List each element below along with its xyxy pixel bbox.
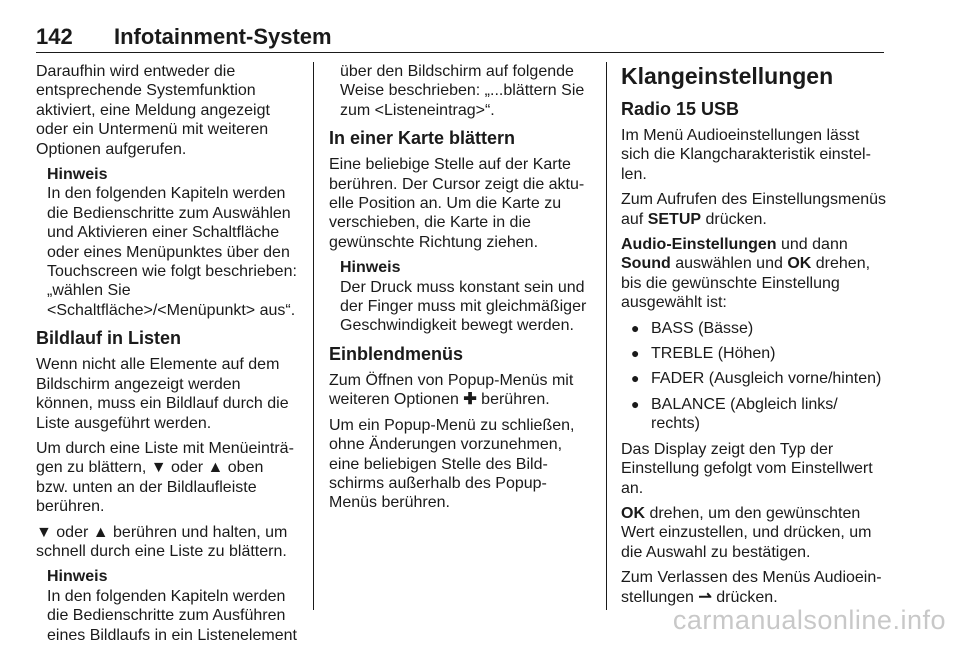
audio-settings-label: Audio-Einstellungen [621,236,777,254]
settings-list [621,319,891,434]
paragraph: Das Display zeigt den Typ der Einstellung gefolgt vom Einstellwert an. [621,440,873,497]
section-heading-map: In einer Karte blättern [329,128,516,149]
chapter-heading: Klangeinstellungen [621,63,834,89]
list-item: ● FADER (Ausgleich vorne/hinten) [621,369,891,388]
note-heading: Hinweis [340,259,401,277]
paragraph [621,568,891,607]
paragraph [621,235,891,313]
subsection-heading: Radio 15 USB [621,99,740,119]
note-continuation [340,62,591,120]
section-heading-lists: Bildlauf in Listen [36,328,182,349]
paragraph [621,190,891,229]
list-item: ● BASS (Bässe) [621,319,891,338]
page-title: Infotainment-System [114,24,332,49]
page-header [36,22,884,53]
list-item: ● BALANCE (Abgleich links/ rechts) [621,395,891,434]
column-divider [606,62,607,610]
section-heading-popup: Einblendmenüs [329,343,464,364]
text-span: auswählen und [675,255,783,273]
note-text: In den folgenden Kapiteln werden die Bedienschritte zum Auswählen und Aktivieren einer Schaltfläche oder eines Menüpunktes über den Touchscreen wie folgt beschrieben: „wählen Sie <Schaltfläche>/<Menüpunkt> aus“. [47,185,297,319]
text-span: Zum Aufrufen des Einstellungsmenüs auf [621,191,887,228]
text-span: und dann [781,236,848,254]
note-box [47,165,298,320]
paragraph [329,371,591,410]
paragraph: Daraufhin wird entweder die entsprechende Systemfunktion aktiviert, eine Meldung angezeigt oder ein Untermenü mit weiteren Optionen aufgerufen. [36,63,270,158]
paragraph: Eine beliebige Stelle auf der Karte berühren. Der Cursor zeigt die aktuelle Position an. Um die Karte zu verschieben, die Karte in die gewünschte Richtung ziehen. [329,156,585,251]
paragraph: Wenn nicht alle Elemente auf dem Bildschirm angezeigt werden können, muss ein Bildlauf durch die Liste ausgeführt werden. [36,356,289,432]
paragraph: Im Menü Audioeinstellungen lässt sich die Klangcharakteristik einstellen. [621,127,871,183]
note-box [340,258,591,336]
note-box [47,567,298,645]
back-icon: ⇀ [698,588,712,606]
column-left [36,62,298,651]
note-text: über den Bildschirm auf folgende Weise beschrieben: „...blättern Sie zum <Listeneintrag>“. [340,63,585,119]
column-right [621,62,891,613]
page-number: 142 [36,24,73,49]
plus-icon: ✚ [463,391,477,409]
paragraph: Um ein Popup-Menü zu schließen, ohne Änderungen vorzunehmen, eine beliebigen Stelle des Bildschirms außerhalb des Popup-Menüs berühren. [329,416,575,512]
column-middle [329,62,591,519]
list-item: ● TREBLE (Höhen) [621,344,891,363]
paragraph: Um durch eine Liste mit Menüeinträgen zu blättern, ▼ oder ▲ oben bzw. unten an der Bildlaufleiste berühren. [36,439,294,516]
sound-label: Sound [621,255,671,273]
text-span: drehen, bis die gewünschte Einstellung ausgewählt ist: [621,255,871,312]
note-heading: Hinweis [47,166,108,184]
text-span: Zum Öffnen von Popup-Menüs mit weiteren Optionen [329,371,574,409]
text-span: drücken. [716,588,778,606]
text-span: Zum Verlassen des Menüs Audioeinstellungen [621,569,882,606]
text-span: berühren. [481,391,550,409]
setup-label: SETUP [647,210,702,228]
note-text: In den folgenden Kapiteln werden die Bedienschritte zum Ausführen eines Bildlaufs in ein Listenelement [47,587,297,644]
ok-label: OK [621,504,645,522]
text-span: drehen, um den gewünschten Wert einzustellen, und drücken, um die Auswahl zu bestätigen. [621,504,872,561]
paragraph [621,504,891,562]
note-text: Der Druck muss konstant sein und der Finger muss mit gleichmäßiger Geschwindigkeit bewegt werden. [340,278,587,335]
note-heading: Hinweis [47,568,108,586]
text-span: drücken. [705,210,767,228]
column-divider [313,62,314,610]
watermark: carmanualsonline.info [672,605,946,635]
ok-label: OK [787,255,812,273]
paragraph: ▼ oder ▲ berühren und halten, um schnell durch eine Liste zu blättern. [36,523,288,560]
